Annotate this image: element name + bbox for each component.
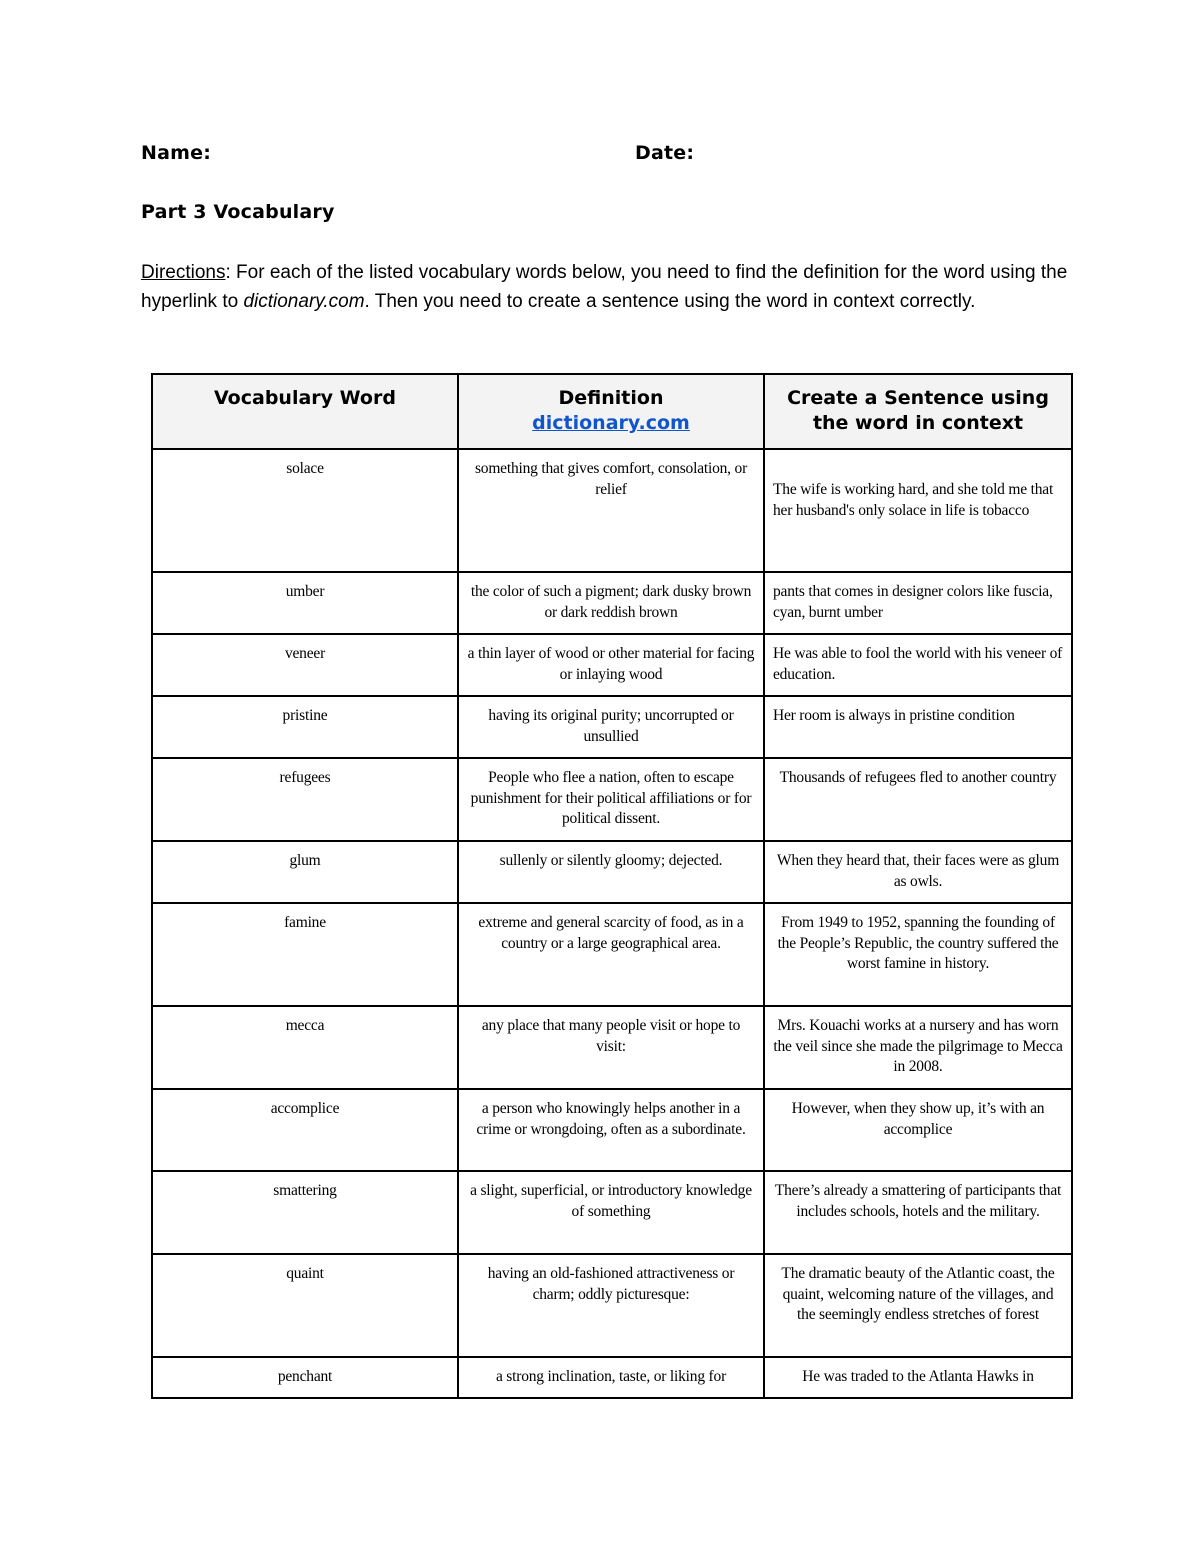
table-row [152, 1357, 1072, 1398]
directions-paragraph [141, 258, 1071, 316]
word-cell: famine [152, 903, 458, 1006]
table-row [152, 572, 1072, 634]
word-cell: penchant [152, 1357, 458, 1398]
table-row [152, 634, 1072, 696]
definition-cell: a thin layer of wood or other material for facing or inlaying wood [458, 634, 764, 696]
directions-text-after: . Then you need to create a sentence using the word in context correctly. [364, 291, 976, 312]
word-cell: quaint [152, 1254, 458, 1357]
sentence-cell: However, when they show up, it’s with an accomplice [764, 1089, 1072, 1171]
column-header-definition [458, 374, 764, 449]
definition-cell: having an old-fashioned attractiveness or charm; oddly picturesque: [458, 1254, 764, 1357]
table-row [152, 758, 1072, 841]
word-cell: veneer [152, 634, 458, 696]
table-row [152, 903, 1072, 1006]
table-row [152, 1006, 1072, 1089]
definition-header-label: Definition [558, 387, 664, 409]
directions-label: Directions [141, 262, 226, 283]
definition-cell: extreme and general scarcity of food, as in a country or a large geographical area. [458, 903, 764, 1006]
definition-cell: a slight, superficial, or introductory knowledge of something [458, 1171, 764, 1254]
word-cell: pristine [152, 696, 458, 758]
table-header-row [152, 374, 1072, 449]
word-cell: mecca [152, 1006, 458, 1089]
page-title: Part 3 Vocabulary [141, 201, 335, 223]
column-header-word: Vocabulary Word [152, 374, 458, 449]
definition-cell: any place that many people visit or hope to visit: [458, 1006, 764, 1089]
table-row [152, 1254, 1072, 1357]
directions-dictionary-text: dictionary.com [243, 291, 365, 312]
word-cell: smattering [152, 1171, 458, 1254]
table-row [152, 449, 1072, 572]
sentence-cell: The dramatic beauty of the Atlantic coast, the quaint, welcoming nature of the villages, and the seemingly endless stretches of forest [764, 1254, 1072, 1357]
dictionary-link[interactable]: dictionary.com [532, 412, 690, 434]
definition-cell: People who flee a nation, often to escape punishment for their political affiliations or for political dissent. [458, 758, 764, 841]
column-header-sentence: Create a Sentence using the word in context [764, 374, 1072, 449]
definition-cell: sullenly or silently gloomy; dejected. [458, 841, 764, 903]
sentence-cell: He was able to fool the world with his veneer of education. [764, 634, 1072, 696]
definition-cell: the color of such a pigment; dark dusky brown or dark reddish brown [458, 572, 764, 634]
table-row [152, 696, 1072, 758]
directions-text-before: : For each of the listed vocabulary words below, you need to find the definition for the word using the hyperlink to [141, 262, 1068, 312]
sentence-cell: Her room is always in pristine condition [764, 696, 1072, 758]
name-label: Name: [141, 142, 212, 164]
sentence-cell: When they heard that, their faces were as glum as owls. [764, 841, 1072, 903]
table-row [152, 841, 1072, 903]
word-cell: glum [152, 841, 458, 903]
sentence-cell [764, 449, 1072, 572]
word-cell: accomplice [152, 1089, 458, 1171]
word-cell: umber [152, 572, 458, 634]
word-cell: refugees [152, 758, 458, 841]
sentence-text: The wife is working hard, and she told me that her husband's only solace in life is tobacco [773, 481, 1054, 519]
sentence-cell: pants that comes in designer colors like fuscia, cyan, burnt umber [764, 572, 1072, 634]
definition-cell: a person who knowingly helps another in a crime or wrongdoing, often as a subordinate. [458, 1089, 764, 1171]
definition-cell: having its original purity; uncorrupted or unsullied [458, 696, 764, 758]
table-row [152, 1089, 1072, 1171]
definition-cell: something that gives comfort, consolation, or relief [458, 449, 764, 572]
sentence-cell: Thousands of refugees fled to another country [764, 758, 1072, 841]
date-label: Date: [635, 142, 695, 164]
definition-cell: a strong inclination, taste, or liking for [458, 1357, 764, 1398]
sentence-cell: He was traded to the Atlanta Hawks in [764, 1357, 1072, 1398]
vocabulary-table [151, 373, 1073, 1399]
sentence-cell: From 1949 to 1952, spanning the founding of the People’s Republic, the country suffered the worst famine in history. [764, 903, 1072, 1006]
word-cell: solace [152, 449, 458, 572]
sentence-cell: There’s already a smattering of participants that includes schools, hotels and the military. [764, 1171, 1072, 1254]
table-row [152, 1171, 1072, 1254]
sentence-cell: Mrs. Kouachi works at a nursery and has worn the veil since she made the pilgrimage to Mecca in 2008. [764, 1006, 1072, 1089]
